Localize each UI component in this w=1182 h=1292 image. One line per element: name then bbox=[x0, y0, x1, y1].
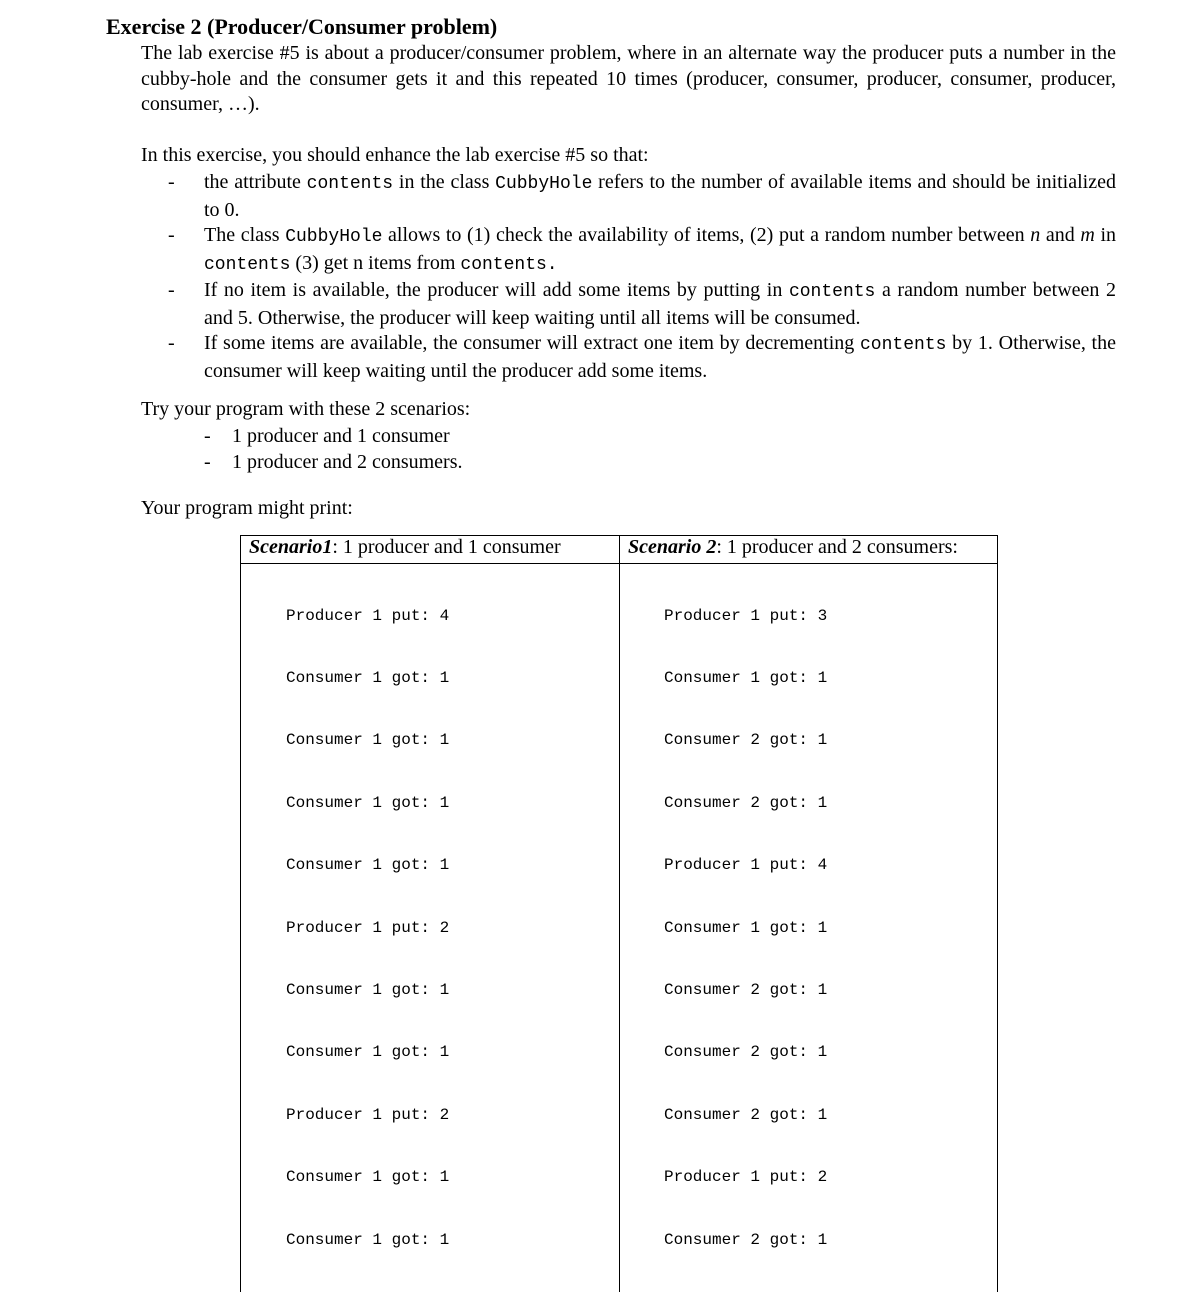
var-m: m bbox=[1080, 224, 1095, 246]
output-line: Consumer 2 got: 1 bbox=[664, 793, 828, 812]
code-contents: contents bbox=[204, 254, 291, 275]
bullet-dash: - bbox=[168, 279, 175, 301]
might-print-label: Your program might print: bbox=[141, 497, 353, 519]
requirements-list bbox=[168, 170, 1116, 384]
bullet-dash: - bbox=[168, 224, 175, 246]
scenario-item: - 1 producer and 2 consumers. bbox=[204, 450, 463, 476]
enhance-intro: In this exercise, you should enhance the lab exercise #5 so that: bbox=[141, 144, 649, 166]
output-line: Consumer 2 got: 1 bbox=[664, 1105, 828, 1124]
bullet-dash: - bbox=[204, 450, 211, 473]
bullet-dash: - bbox=[168, 332, 175, 354]
var-n: n bbox=[1030, 224, 1041, 246]
output-line: Producer 1 put: 2 bbox=[664, 1168, 828, 1187]
output-line: Consumer 1 got: 1 bbox=[286, 1230, 450, 1249]
scenario1-header: Scenario1: 1 producer and 1 consumer bbox=[241, 536, 620, 564]
requirement-item: - The class CubbyHole allows to (1) check the availability of items, (2) put a random number between n and m in contents (3) get n items from contents. bbox=[168, 224, 1116, 275]
code-contents: contents bbox=[306, 174, 394, 194]
output-line: Consumer 2 got: 1 bbox=[664, 731, 828, 750]
output-line: Producer 1 put: 4 bbox=[286, 606, 450, 625]
scenarios-heading: Try your program with these 2 scenarios: bbox=[141, 398, 471, 420]
bullet-dash: - bbox=[168, 171, 175, 193]
output-line: Consumer 1 got: 1 bbox=[286, 980, 450, 999]
code-contents: contents bbox=[788, 282, 876, 302]
scenario1-output bbox=[241, 564, 620, 1292]
output-line: Consumer 2 got: 1 bbox=[664, 980, 828, 999]
output-line: Consumer 1 got: 1 bbox=[286, 793, 450, 812]
code-cubbyhole: CubbyHole bbox=[495, 174, 593, 194]
code-cubbyhole: CubbyHole bbox=[285, 227, 383, 247]
output-line: Producer 1 put: 3 bbox=[664, 606, 828, 625]
scenario2-output bbox=[620, 564, 998, 1292]
intro-paragraph: The lab exercise #5 is about a producer/consumer problem, where in an alternate way the producer puts a number in the cubby-hole and the consumer gets it and this repeated 10 times (producer, consumer, producer, consumer, producer, consumer, …). bbox=[141, 42, 1116, 115]
output-line: Consumer 2 got: 1 bbox=[664, 1230, 828, 1249]
output-line: Consumer 1 got: 1 bbox=[286, 1168, 450, 1187]
output-line: Producer 1 put: 2 bbox=[286, 918, 450, 937]
output-line: Consumer 1 got: 1 bbox=[664, 918, 828, 937]
output-line: Consumer 1 got: 1 bbox=[286, 668, 450, 687]
bullet-dash: - bbox=[204, 425, 211, 447]
output-table bbox=[240, 535, 998, 1292]
scenario2-header: Scenario 2: 1 producer and 2 consumers: bbox=[620, 536, 998, 564]
requirement-item: - the attribute contents in the class CubbyHole refers to the number of available items and should be initialized to 0. bbox=[168, 171, 1116, 221]
scenario-item: - 1 producer and 1 consumer bbox=[204, 424, 463, 450]
output-line: Consumer 2 got: 1 bbox=[664, 1043, 828, 1062]
output-line: Producer 1 put: 4 bbox=[664, 856, 828, 875]
output-line: Consumer 1 got: 1 bbox=[286, 1043, 450, 1062]
output-line: Consumer 1 got: 1 bbox=[286, 856, 450, 875]
output-line: Consumer 1 got: 1 bbox=[664, 668, 828, 687]
code-contents: contents. bbox=[460, 254, 558, 275]
requirement-item: - If some items are available, the consumer will extract one item by decrementing contents by 1. Otherwise, the consumer will keep waiting until the producer add some items. bbox=[168, 332, 1116, 382]
output-line: Producer 1 put: 2 bbox=[286, 1105, 450, 1124]
code-contents: contents bbox=[860, 335, 947, 355]
exercise-title: Exercise 2 (Producer/Consumer problem) bbox=[106, 14, 498, 39]
requirement-item: - If no item is available, the producer will add some items by putting in contents a random number between 2 and 5. Otherwise, the producer will keep waiting until all items will be consumed. bbox=[168, 279, 1117, 329]
output-line: Consumer 1 got: 1 bbox=[286, 731, 450, 750]
scenarios-list bbox=[204, 424, 463, 475]
